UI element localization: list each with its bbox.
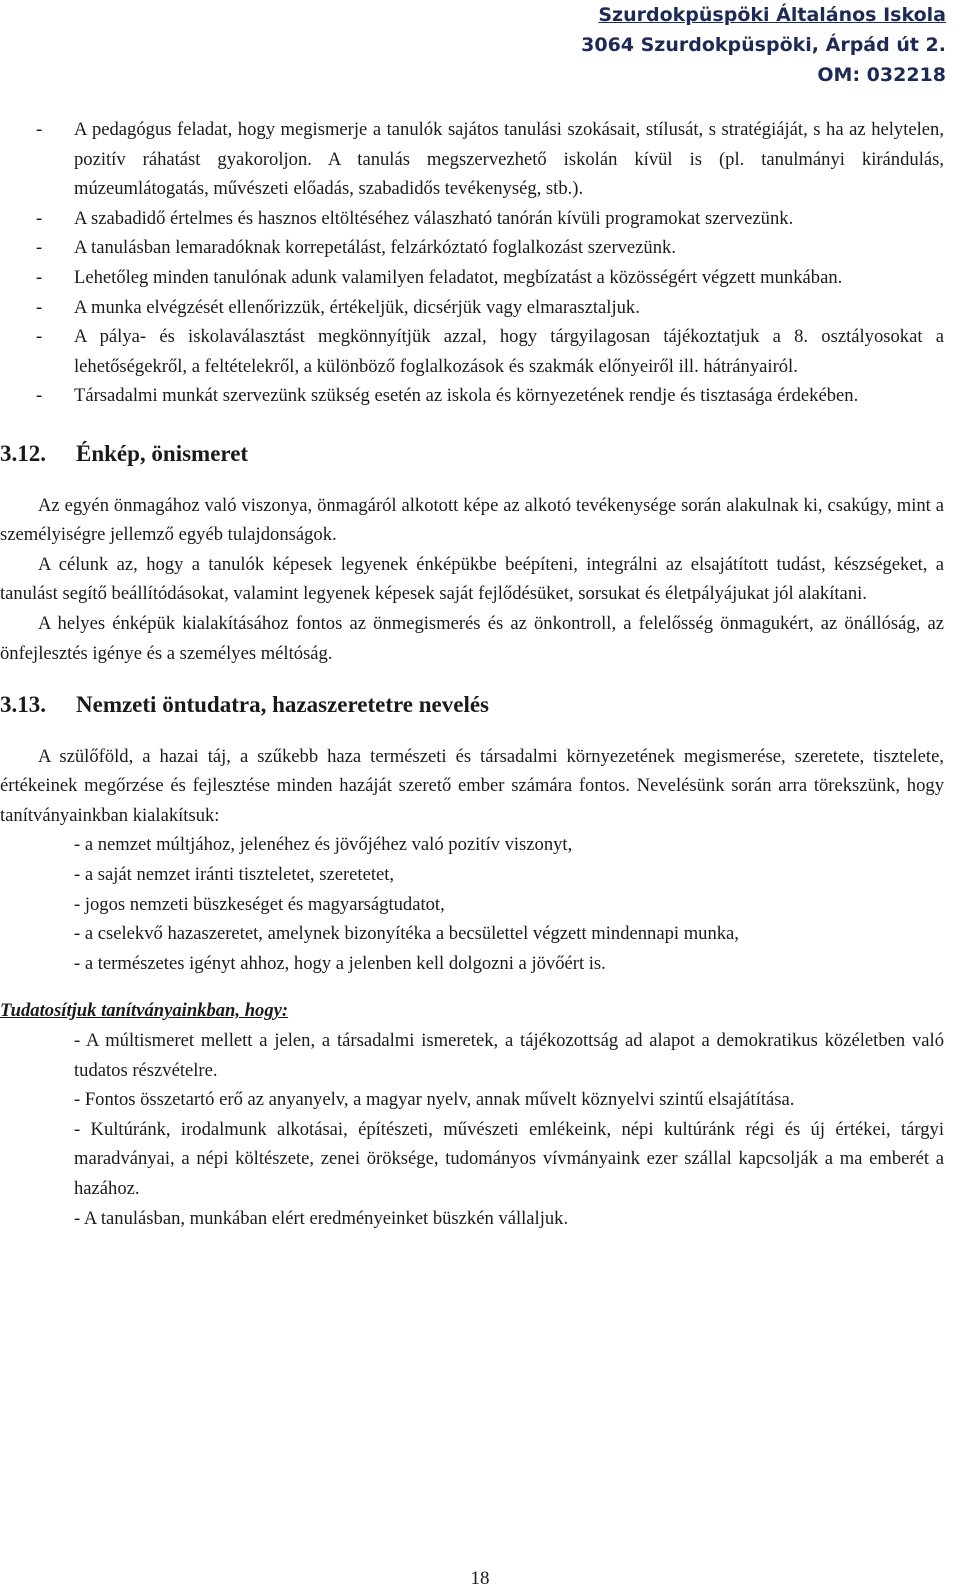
list-item: - Kultúránk, irodalmunk alkotásai, építészeti, művészeti emlékeink, népi kultúránk régi és új értékei, tárgyi maradványai, a népi költészete, zenei öröksége, tudományos vívmányaink ezer szállal kapcsolják a ma emberét a hazához. — [74, 1118, 944, 1199]
list-item: - A tanulásban, munkában elért eredményeinket büszkén vállaljuk. — [74, 1207, 569, 1229]
paragraph: Az egyén önmagához való viszonya, önmagáról alkotott képe az alkotó tevékenysége során alakulnak ki, csakúgy, mint a személyiségre jellemző egyéb tulajdonságok. — [0, 494, 944, 546]
list-item: - A pálya- és iskolaválasztást megkönnyítjük azzal, hogy tárgyilagosan tájékoztatjuk a 8. osztályosokat a lehetőségekről, a feltételekről, a különböző foglalkozások és szakmák előnyeiről ill. hátrányairól. — [0, 322, 944, 381]
list-item: - A szabadidő értelmes és hasznos eltöltéséhez válaszható tanórán kívüli programokat szervezünk. — [0, 204, 944, 234]
top-bullet-list — [0, 115, 944, 411]
paragraph: A célunk az, hogy a tanulók képesek legyenek énképükbe beépíteni, integrálni az elsajátított tudást, készségeket, a tanulást segítő beállítódásokat, valamint legyenek képesek saját fejlődésüket, sorsukat és életpályájukat jól alakítani. — [0, 553, 944, 605]
section-title: Nemzeti öntudatra, hazaszeretetre nevelés — [76, 692, 490, 718]
goals-list — [0, 830, 944, 978]
school-name: Szurdokpüspöki Általános Iskola — [598, 4, 946, 26]
section-title: Énkép, önismeret — [76, 440, 249, 466]
page-body — [0, 115, 944, 1233]
list-item: - a saját nemzet iránti tiszteletet, szeretetet, — [74, 864, 395, 886]
list-item: - a nemzet múltjához, jelenéhez és jövőjéhez való pozitív viszonyt, — [74, 834, 573, 856]
section-heading-3-12 — [0, 439, 944, 469]
school-address: 3064 Szurdokpüspöki, Árpád út 2. — [581, 34, 946, 56]
list-item: - Társadalmi munkát szervezünk szükség esetén az iskola és környezetének rendje és tisztasága érdekében. — [0, 381, 944, 411]
list-item: - a természetes igényt ahhoz, hogy a jelenben kell dolgozni a jövőért is. — [74, 952, 606, 974]
list-item: - A tanulásban lemaradóknak korrepetálást, felzárkóztató foglalkozást szervezünk. — [0, 233, 944, 263]
list-item: - Fontos összetartó erő az anyanyelv, a magyar nyelv, annak művelt köznyelvi szintű elsajátítása. — [74, 1089, 795, 1111]
subheading: Tudatosítjuk tanítványainkban, hogy: — [0, 1000, 289, 1022]
list-item: - a cselekvő hazaszeretet, amelynek bizonyítéka a becsülettel végzett mindennapi munka, — [74, 923, 739, 945]
list-item: - A pedagógus feladat, hogy megismerje a tanulók sajátos tanulási szokásait, stílusát, s stratégiáját, s ha az helytelen, pozitív ráhatást gyakoroljon. A tanulás megszervezhető iskolán kívül is (pl. tanulmányi kirándulás, múzeumlátogatás, művészeti előadás, szabadidős tevékenység, stb.). — [0, 115, 944, 204]
page-number: 18 — [470, 1568, 490, 1589]
awareness-list — [0, 1026, 944, 1233]
school-om: OM: 032218 — [817, 64, 946, 86]
list-item: - jogos nemzeti büszkeséget és magyarságtudatot, — [74, 893, 445, 915]
paragraph: A szülőföld, a hazai táj, a szűkebb haza természeti és társadalmi környezetének megismerése, szeretete, tisztelete, értékeinek megőrzése és fejlesztése minden hazáját szerető ember számára fontos. Nevelésünk során arra törekszünk, hogy tanítványainkban kialakítsuk: — [0, 745, 944, 826]
section-number: 3.13. — [0, 692, 46, 718]
document-header — [581, 0, 946, 90]
section-heading-3-13 — [0, 690, 944, 720]
list-item: - A múltismeret mellett a jelen, a társadalmi ismeretek, a tájékozottság ad alapot a demokratikus közéletben való tudatos részvételre. — [74, 1030, 944, 1081]
section-number: 3.12. — [0, 440, 46, 466]
list-item: - A munka elvégzését ellenőrizzük, értékeljük, dicsérjük vagy elmarasztaljuk. — [0, 293, 944, 323]
paragraph: A helyes énképük kialakításához fontos az önmegismerés és az önkontroll, a felelősség önmagukért, az önállóság, az önfejlesztés igénye és a személyes méltóság. — [0, 612, 944, 664]
list-item: - Lehetőleg minden tanulónak adunk valamilyen feladatot, megbízatást a közösségért végzett munkában. — [0, 263, 944, 293]
